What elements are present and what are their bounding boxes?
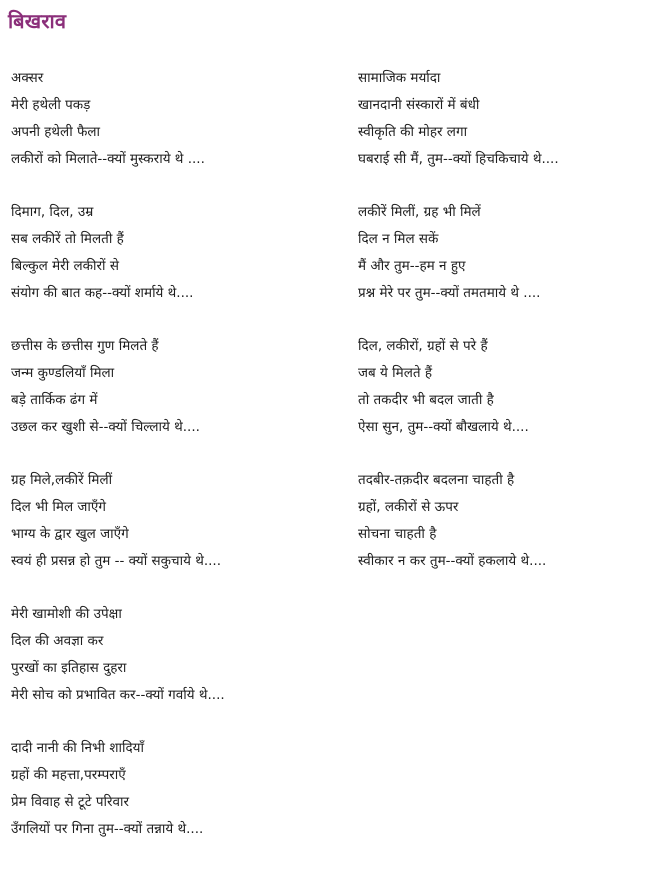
poem-line: लकीरों को मिलाते--क्यों मुस्कराये थे .... [11, 151, 205, 167]
poem-line: दिल की अवज्ञा कर [11, 633, 104, 649]
poem-line: मेरी सोच को प्रभावित कर--क्यों गर्वाये थे.... [11, 687, 225, 703]
stanza [358, 199, 650, 307]
poem-line: जब ये मिलते हैं [358, 365, 433, 381]
stanza [358, 333, 650, 441]
poem-line: जन्म कुण्डलियाँ मिला [11, 365, 115, 381]
poem-line: बड़े तार्किक ढंग में [11, 392, 98, 408]
poem-line: प्रश्न मेरे पर तुम--क्यों तमतमाये थे .... [358, 285, 541, 301]
poem-line: दिल भी मिल जाएँगे [11, 499, 106, 515]
poem-line: ग्रहों की महत्ता,परम्पराएँ [11, 767, 126, 783]
poem-line: बिल्कुल मेरी लकीरों से [11, 258, 119, 274]
poem-line: स्वयं ही प्रसन्न हो तुम -- क्यों सकुचाये थे.... [11, 553, 221, 569]
poem-line: सब लकीरें तो मिलती हैं [11, 231, 124, 247]
poem-line: दिल, लकीरों, ग्रहों से परे हैं [358, 338, 488, 354]
poem-line: छत्तीस के छत्तीस गुण मिलते हैं [11, 338, 159, 354]
poem-line: स्वीकृति की मोहर लगा [358, 124, 468, 140]
poem-line: अपनी हथेली फैला [11, 124, 101, 140]
poem-line: पुरखों का इतिहास दुहरा [11, 660, 127, 676]
left-column [11, 65, 341, 869]
right-column [358, 65, 650, 601]
poem-line: ऐसा सुन, तुम--क्यों बौखलाये थे.... [358, 419, 529, 435]
poem-line: ग्रहों, लकीरों से ऊपर [358, 499, 459, 515]
stanza [11, 65, 341, 173]
poem-line: लकीरें मिलीं, ग्रह भी मिलें [358, 204, 481, 220]
poem-line: दादी नानी की निभी शादियाँ [11, 740, 144, 756]
poem-line: तो तकदीर भी बदल जाती है [358, 392, 494, 408]
stanza [358, 467, 650, 575]
poem-line: मेरी हथेली पकड़ [11, 97, 91, 113]
poem-line: सामाजिक मर्यादा [358, 70, 441, 86]
poem-line: भाग्य के द्वार खुल जाएँगे [11, 526, 129, 542]
poem-line: ग्रह मिले,लकीरें मिलीं [11, 472, 113, 488]
stanza [11, 601, 341, 709]
stanza [358, 65, 650, 173]
poem-line: तदबीर-तक़दीर बदलना चाहती है [358, 472, 515, 488]
poem-line: सोचना चाहती है [358, 526, 437, 542]
poem-line: घबराई सी मैं, तुम--क्यों हिचकिचाये थे.... [358, 151, 559, 167]
poem-line: मेरी खामोशी की उपेक्षा [11, 606, 122, 622]
stanza [11, 467, 341, 575]
poem-line: प्रेम विवाह से टूटे परिवार [11, 794, 130, 810]
poem-line: संयोग की बात कह--क्यों शर्माये थे.... [11, 285, 194, 301]
poem-line: उँगलियों पर गिना तुम--क्यों तन्नाये थे.... [11, 821, 204, 837]
poem-line: दिल न मिल सकें [358, 231, 439, 247]
stanza [11, 333, 341, 441]
stanza [11, 735, 341, 843]
page-title: बिखराव [8, 9, 67, 33]
poem-line: खानदानी संस्कारों में बंधी [358, 97, 480, 113]
poem-line: दिमाग, दिल, उम्र [11, 204, 94, 220]
poem-line: अक्सर [11, 70, 44, 86]
stanza [11, 199, 341, 307]
poem-line: उछल कर खुशी से--क्यों चिल्लाये थे.... [11, 419, 200, 435]
poem-line: मैं और तुम--हम न हुए [358, 258, 466, 274]
poem-line: स्वीकार न कर तुम--क्यों हकलाये थे.... [358, 553, 547, 569]
